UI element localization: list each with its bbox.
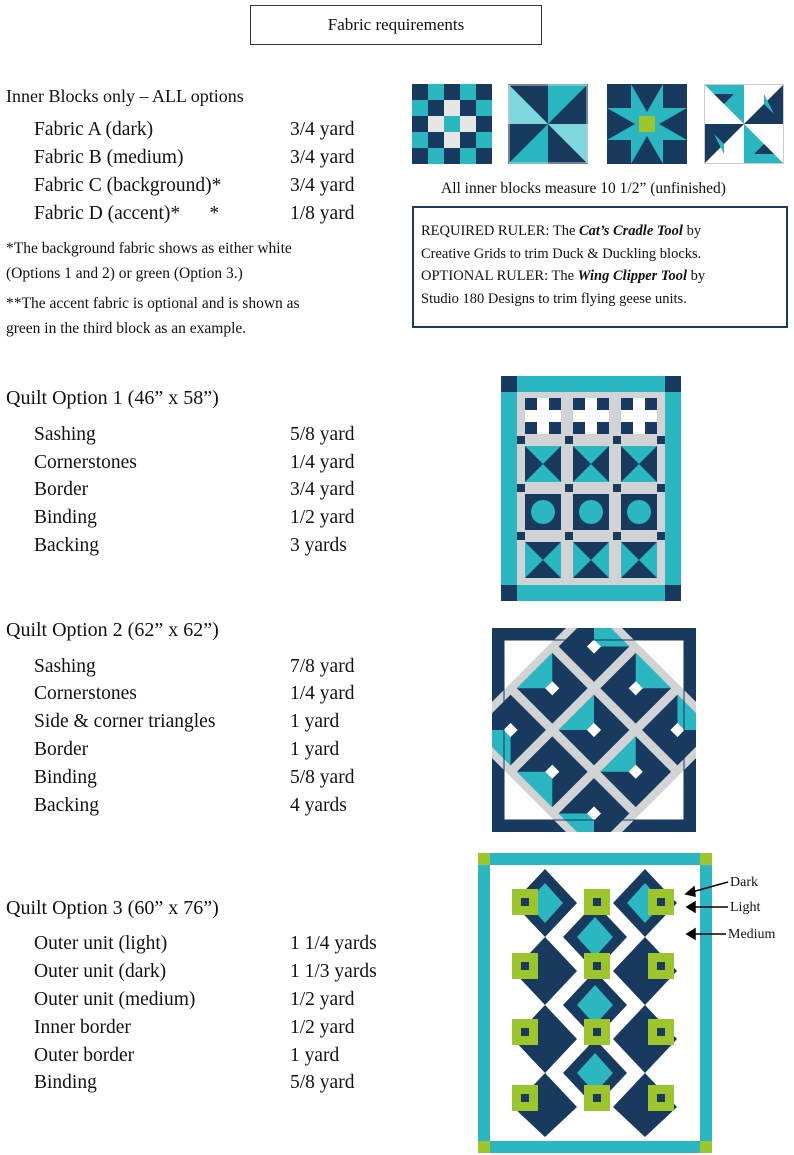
block-sample-4	[704, 84, 784, 164]
fabric-amount: 3/4 yard	[290, 119, 355, 140]
required-prefix: REQUIRED RULER: The	[421, 223, 580, 239]
option3-row	[34, 961, 434, 985]
item-label: Inner border	[34, 1017, 131, 1038]
item-amount: 1/2 yard	[290, 1017, 355, 1038]
optional-ruler	[421, 265, 786, 288]
fabric-label: Fabric B (medium)	[34, 147, 184, 168]
block-sample-2	[508, 84, 588, 164]
accent-note	[6, 291, 396, 341]
item-amount: 1 yard	[290, 711, 340, 732]
option2-row	[34, 656, 434, 680]
option2-row	[34, 711, 434, 735]
item-amount: 1/2 yard	[290, 507, 355, 528]
option2-heading: Quilt Option 2 (62” x 62”)	[6, 619, 219, 641]
option3-row	[34, 989, 434, 1013]
item-amount: 4 yards	[290, 795, 347, 816]
quilt-option1-image	[501, 376, 681, 601]
item-amount: 1 1/3 yards	[290, 961, 377, 982]
quilt-option2-image	[492, 628, 696, 832]
option1-row	[34, 424, 434, 448]
fabric-amount: 3/4 yard	[290, 175, 355, 196]
item-label: Border	[34, 479, 89, 500]
fabric-amount: 3/4 yard	[290, 147, 355, 168]
option2-row	[34, 795, 434, 819]
option1-row	[34, 535, 434, 559]
option1-heading: Quilt Option 1 (46” x 58”)	[6, 387, 219, 409]
option3-row	[34, 933, 434, 957]
optional-ruler-line2: Studio 180 Designs to trim flying geese units.	[421, 290, 687, 307]
item-label: Sashing	[34, 424, 96, 445]
item-amount: 1 yard	[290, 1045, 340, 1066]
item-label: Outer unit (dark)	[34, 961, 167, 982]
inner-blocks-heading: Inner Blocks only – ALL options	[6, 86, 244, 106]
ruler-info-box	[412, 206, 788, 328]
fabric-label: Fabric A (dark)	[34, 119, 154, 140]
note-line: **The accent fabric is optional and is shown as	[6, 295, 300, 312]
fabric-row	[34, 147, 434, 171]
fabric-row	[34, 203, 434, 227]
item-amount: 1 1/4 yards	[290, 933, 377, 954]
fabric-amount: 1/8 yard	[290, 203, 355, 224]
quilt-option3-image	[478, 853, 712, 1153]
item-label: Cornerstones	[34, 683, 137, 704]
option1-row	[34, 452, 434, 476]
item-amount: 1/4 yard	[290, 452, 355, 473]
item-label: Outer unit (medium)	[34, 989, 196, 1010]
callout-medium: Medium	[728, 927, 776, 942]
option2-row	[34, 739, 434, 763]
required-suffix: by	[682, 223, 702, 239]
block-sample-1	[412, 84, 492, 164]
item-amount: 5/8 yard	[290, 767, 355, 788]
item-label: Backing	[34, 535, 99, 556]
option1-row	[34, 507, 434, 531]
optional-tool-name: Wing Clipper Tool	[577, 268, 687, 284]
item-amount: 5/8 yard	[290, 424, 355, 445]
option3-row	[34, 1045, 434, 1069]
page-title: Fabric requirements	[250, 5, 542, 45]
background-note	[6, 236, 396, 286]
optional-suffix: by	[686, 268, 706, 284]
option2-row	[34, 767, 434, 791]
option1-row	[34, 479, 434, 503]
option3-heading: Quilt Option 3 (60” x 76”)	[6, 897, 219, 919]
fabric-row	[34, 175, 434, 199]
option3-row	[34, 1017, 434, 1041]
item-label: Binding	[34, 767, 97, 788]
item-label: Border	[34, 739, 89, 760]
item-label: Binding	[34, 1072, 97, 1093]
fabric-label: Fabric C (background)*	[34, 175, 222, 196]
fabric-row	[34, 119, 434, 143]
item-amount: 1/4 yard	[290, 683, 355, 704]
block-sample-3	[607, 84, 687, 164]
option3-row	[34, 1072, 434, 1096]
required-tool-name: Cat’s Cradle Tool	[579, 223, 683, 239]
item-amount: 1/2 yard	[290, 989, 355, 1010]
item-amount: 3 yards	[290, 535, 347, 556]
item-amount: 3/4 yard	[290, 479, 355, 500]
item-amount: 7/8 yard	[290, 656, 355, 677]
callout-light: Light	[730, 900, 761, 915]
callout-dark: Dark	[730, 875, 758, 890]
note-line: *The background fabric shows as either white	[6, 240, 292, 257]
item-label: Sashing	[34, 656, 96, 677]
blocks-caption: All inner blocks measure 10 1/2” (unfinished)	[441, 180, 726, 197]
item-amount: 1 yard	[290, 739, 340, 760]
item-label: Outer border	[34, 1045, 135, 1066]
item-label: Side & corner triangles	[34, 711, 216, 732]
required-ruler	[421, 220, 786, 243]
item-label: Binding	[34, 507, 97, 528]
item-label: Outer unit (light)	[34, 933, 168, 954]
note-line: (Options 1 and 2) or green (Option 3.)	[6, 265, 243, 282]
required-ruler-line2: Creative Grids to trim Duck & Duckling blocks.	[421, 245, 702, 262]
note-line: green in the third block as an example.	[6, 320, 247, 337]
option2-row	[34, 683, 434, 707]
optional-prefix: OPTIONAL RULER: The	[421, 268, 578, 284]
fabric-label: Fabric D (accent)* *	[34, 203, 220, 224]
item-label: Cornerstones	[34, 452, 137, 473]
item-amount: 5/8 yard	[290, 1072, 355, 1093]
item-label: Backing	[34, 795, 99, 816]
